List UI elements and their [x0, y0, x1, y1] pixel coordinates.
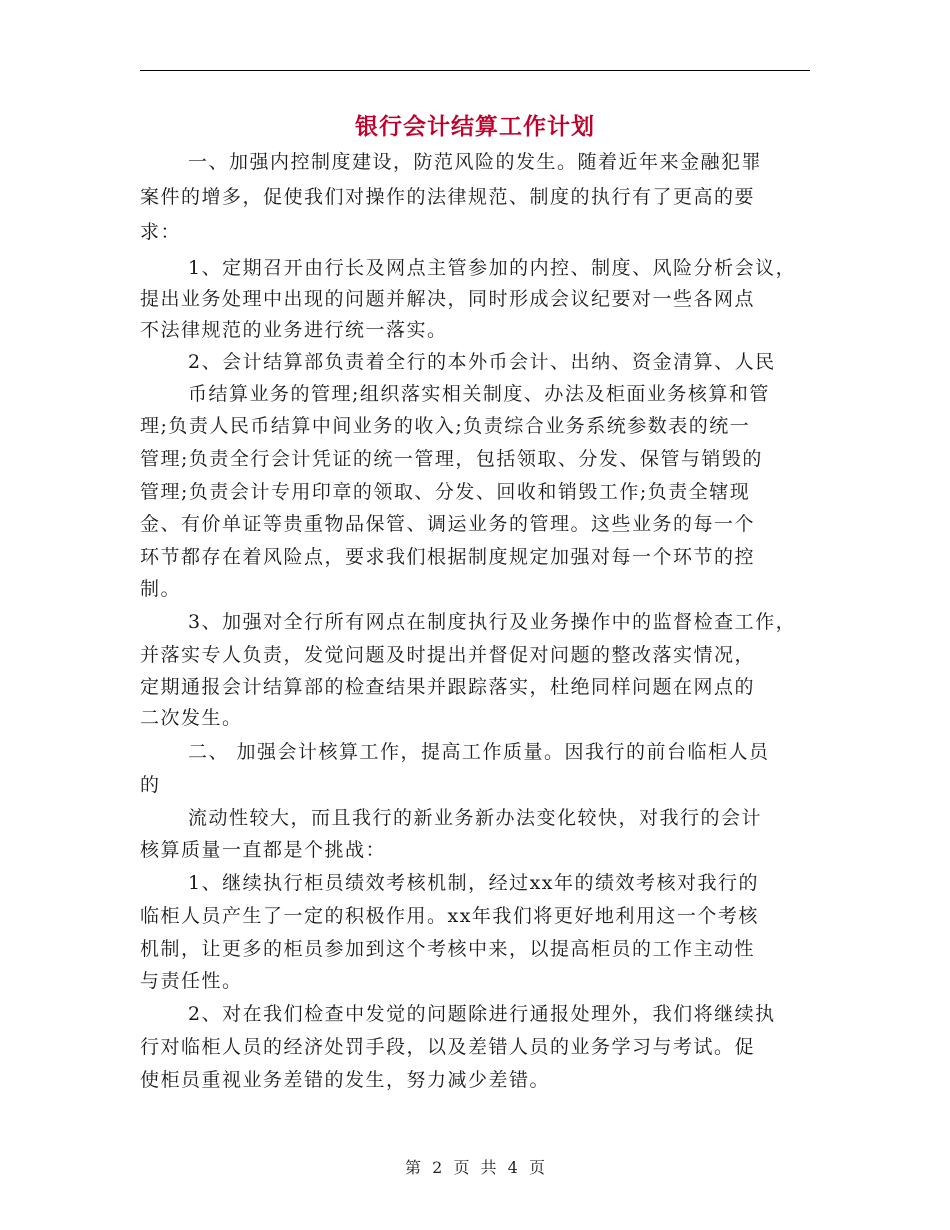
footer-page-word: 页	[453, 1158, 470, 1177]
text-line: 流动性较大，而且我行的新业务新办法变化较快，对我行的会计	[188, 807, 763, 829]
text-line: 并落实专人负责，发觉问题及时提出并督促对问题的整改落实情况，	[140, 644, 756, 666]
text-line: 机制，让更多的柜员参加到这个考核中来，以提高柜员的工作主动性	[140, 938, 756, 960]
footer-prefix: 第	[405, 1158, 422, 1177]
text-line: 环节都存在着风险点，要求我们根据制度规定加强对每一个环节的控	[140, 546, 756, 568]
text-line: 理;负责人民币结算中间业务的收入;负责综合业务系统参数表的统一	[140, 415, 751, 437]
text-line: 提出业务处理中出现的问题并解决，同时形成会议纪要对一些各网点	[140, 288, 756, 310]
text-line: 一、加强内控制度建设，防范风险的发生。随着近年来金融犯罪	[188, 151, 763, 173]
text-line: 1、定期召开由行长及网点主管参加的内控、制度、风险分析会议，	[188, 257, 797, 279]
text-line: 临柜人员产生了一定的积极作用。xx年我们将更好地利用这一个考核	[140, 905, 759, 927]
text-line: 管理;负责全行会计凭证的统一管理，包括领取、分发、保管与销毁的	[140, 448, 763, 470]
text-line: 3、加强对全行所有网点在制度执行及业务操作中的监督检查工作，	[188, 611, 797, 633]
footer-total-word: 共	[480, 1158, 497, 1177]
header-rule	[140, 70, 810, 71]
text-line: 不法律规范的业务进行统一落实。	[140, 319, 448, 341]
text-line: 1、继续执行柜员绩效考核机制，经过xx年的绩效考核对我行的	[188, 872, 760, 894]
text-line: 2、对在我们检查中发觉的问题除进行通报处理外，我们将继续执	[188, 1003, 776, 1025]
text-line: 核算质量一直都是个挑战：	[140, 839, 387, 861]
text-line: 定期通报会计结算部的检查结果并跟踪落实，杜绝同样问题在网点的	[140, 676, 756, 698]
text-line: 求：	[140, 221, 182, 243]
page-footer	[0, 1155, 950, 1178]
text-line: 制。	[140, 578, 182, 600]
total-pages-number: 4	[507, 1158, 518, 1177]
text-line: 与责任性。	[140, 970, 243, 992]
document-title: 银行会计结算工作计划	[355, 113, 595, 140]
text-line: 管理;负责会计专用印章的领取、分发、回收和销毁工作;负责全辖现	[140, 481, 751, 503]
text-line: 金、有价单证等贵重物品保管、调运业务的管理。这些业务的每一个	[140, 513, 756, 535]
current-page-number: 2	[432, 1158, 443, 1177]
text-line: 二次发生。	[140, 707, 243, 729]
text-line: 案件的增多，促使我们对操作的法律规范、制度的执行有了更高的要	[140, 186, 756, 208]
text-line: 2、会计结算部负责着全行的本外币会计、出纳、资金清算、人民	[188, 351, 776, 373]
footer-suffix: 页	[528, 1158, 545, 1177]
text-line: 的	[140, 774, 161, 796]
text-line: 行对临柜人员的经济处罚手段，以及差错人员的业务学习与考试。促	[140, 1036, 756, 1058]
text-line: 二、 加强会计核算工作，提高工作质量。因我行的前台临柜人员	[188, 741, 770, 763]
text-line: 币结算业务的管理;组织落实相关制度、办法及柜面业务核算和管	[188, 383, 770, 405]
text-line: 使柜员重视业务差错的发生，努力减少差错。	[140, 1069, 551, 1091]
